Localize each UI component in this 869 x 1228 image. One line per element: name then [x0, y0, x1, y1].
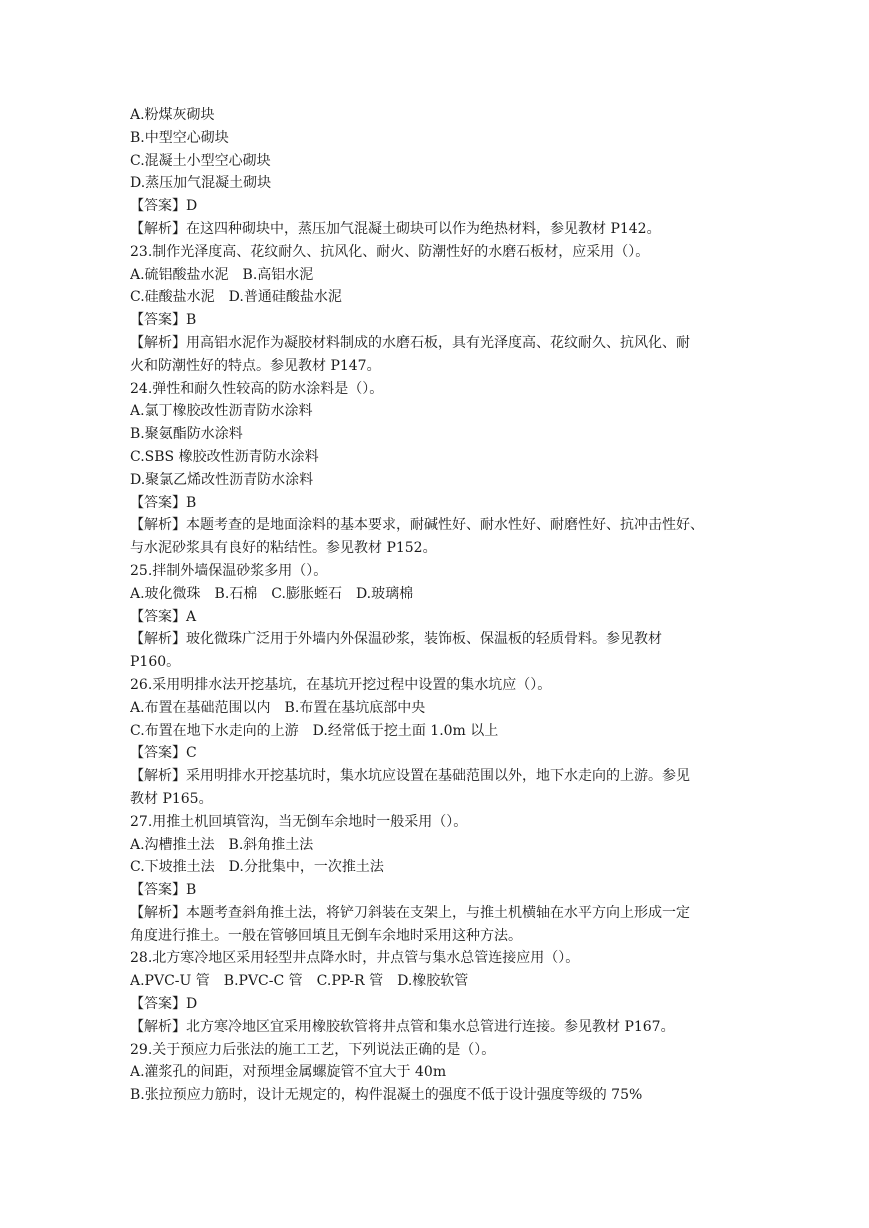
document-line: C.布置在地下水走向的上游 D.经常低于挖土面 1.0m 以上 — [130, 722, 499, 739]
document-line: 25.拌制外墙保温砂浆多用（）。 — [130, 562, 328, 579]
document-line: C.SBS 橡胶改性沥青防水涂料 — [130, 448, 319, 465]
document-line: 26.采用明排水法开挖基坑，在基坑开挖过程中设置的集水坑应（）。 — [130, 676, 552, 693]
document-line: 【答案】B — [130, 882, 197, 899]
document-line: 【解析】采用明排水开挖基坑时，集水坑应设置在基础范围以外，地下水走向的上游。参见 — [130, 768, 690, 785]
document-line: A.硫铝酸盐水泥 B.高铝水泥 — [130, 266, 314, 283]
document-line: 23.制作光泽度高、花纹耐久、抗风化、耐火、防潮性好的水磨石板材，应采用（）。 — [130, 243, 650, 260]
document-line: 27.用推土机回填管沟，当无倒车余地时一般采用（）。 — [130, 813, 468, 830]
document-line: 29.关于预应力后张法的施工工艺，下列说法正确的是（）。 — [130, 1041, 496, 1058]
document-line: B.聚氨酯防水涂料 — [130, 426, 243, 443]
document-line: P160。 — [130, 654, 181, 671]
document-line: 角度进行推土。一般在管够回填且无倒车余地时采用这种方法。 — [130, 927, 522, 944]
document-line: A.玻化微珠 B.石棉 C.膨胀蛭石 D.玻璃棉 — [130, 585, 414, 602]
document-line: 【解析】在这四种砌块中，蒸压加气混凝土砌块可以作为绝热材料，参见教材 P142。 — [130, 220, 661, 237]
document-line: D.蒸压加气混凝土砌块 — [130, 175, 272, 192]
document-line: A.灌浆孔的间距，对预埋金属螺旋管不宜大于 40m — [130, 1064, 447, 1081]
document-line: 【答案】D — [130, 996, 198, 1013]
document-line: 【答案】C — [130, 745, 197, 762]
document-line: 【答案】D — [130, 198, 198, 215]
document-line: 教材 P165。 — [130, 790, 213, 807]
document-line: A.沟槽推土法 B.斜角推土法 — [130, 836, 314, 853]
document-line: 【解析】本题考查的是地面涂料的基本要求，耐碱性好、耐水性好、耐磨性好、抗冲击性好、 — [130, 517, 704, 534]
document-line: 24.弹性和耐久性较高的防水涂料是（）。 — [130, 380, 384, 397]
document-line: A.PVC-U 管 B.PVC-C 管 C.PP-R 管 D.橡胶软管 — [130, 973, 469, 990]
document-line: 【解析】用高铝水泥作为凝胶材料制成的水磨石板，具有光泽度高、花纹耐久、抗风化、耐 — [130, 334, 690, 351]
document-line: 与水泥砂浆具有良好的粘结性。参见教材 P152。 — [130, 540, 437, 557]
document-line: B.中型空心砌块 — [130, 129, 229, 146]
document-body — [130, 104, 740, 1107]
document-line: A.氯丁橡胶改性沥青防水涂料 — [130, 403, 313, 420]
document-line: 【答案】B — [130, 494, 197, 511]
document-line: A.粉煤灰砌块 — [130, 107, 215, 123]
document-line: C.硅酸盐水泥 D.普通硅酸盐水泥 — [130, 289, 342, 306]
document-line: 【答案】B — [130, 312, 197, 329]
document-line: 【解析】本题考查斜角推土法，将铲刀斜装在支架上，与推土机横轴在水平方向上形成一定 — [130, 904, 690, 921]
document-line: 火和防潮性好的特点。参见教材 P147。 — [130, 357, 381, 374]
document-line: C.下坡推土法 D.分批集中，一次推土法 — [130, 859, 384, 876]
document-line: C.混凝土小型空心砌块 — [130, 152, 271, 169]
document-line: B.张拉预应力筋时，设计无规定的，构件混凝土的强度不低于设计强度等级的 75% — [130, 1087, 643, 1104]
document-line: 【答案】A — [130, 608, 197, 625]
document-line: A.布置在基础范围以内 B.布置在基坑底部中央 — [130, 699, 426, 716]
document-line: D.聚氯乙烯改性沥青防水涂料 — [130, 471, 314, 488]
document-line: 28.北方寒冷地区采用轻型井点降水时，井点管与集水总管连接应用（）。 — [130, 950, 580, 967]
document-line: 【解析】北方寒冷地区宜采用橡胶软管将井点管和集水总管进行连接。参见教材 P167。 — [130, 1018, 675, 1035]
document-line: 【解析】玻化微珠广泛用于外墙内外保温砂浆，装饰板、保温板的轻质骨料。参见教材 — [130, 631, 662, 648]
